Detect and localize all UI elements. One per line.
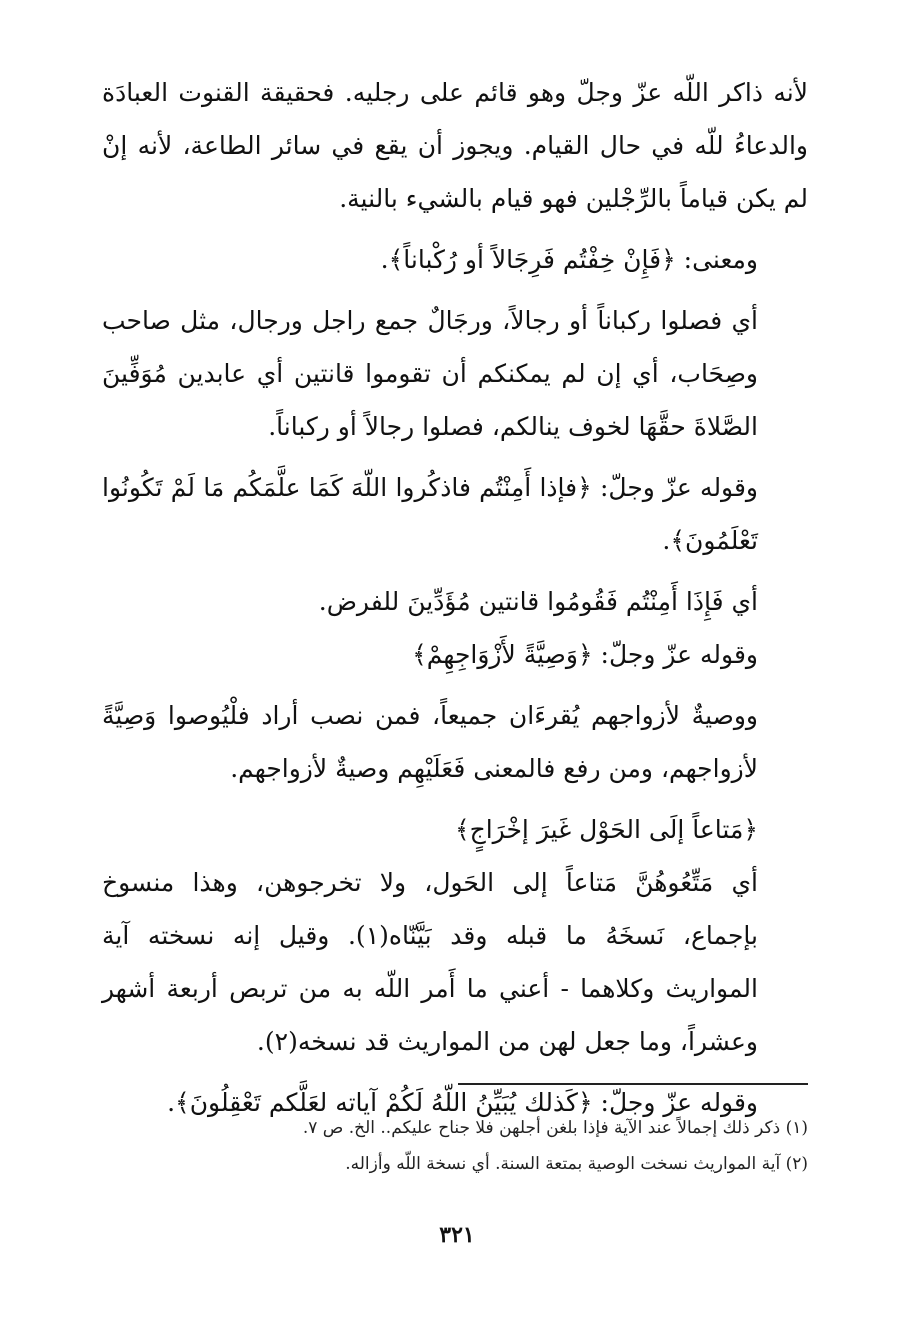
paragraph-7: ووصيةٌ لأزواجهم يُقرءَان جميعاً، فمن نصب أراد فلْيُوصوا وَصِيَّةً لأزواجهم، ومن رفع فالمعنى فَعَلَيْهِم وصيةٌ لأزواجهم. [102, 701, 758, 783]
main-text [102, 66, 808, 1129]
paragraph-6: وقوله عزّ وجلّ: ﴿وَصِيَّةً لأَزْوَاجِهِمْ﴾ [412, 640, 758, 669]
footnotes [102, 1110, 808, 1182]
footnote-divider [458, 1083, 808, 1085]
paragraph-4: وقوله عزّ وجلّ: ﴿فإذا أَمِنْتُم فاذكُروا اللّهَ كَمَا علَّمَكُم مَا لَمْ تَكُونُوا تَعْلَمُونَ﴾. [102, 473, 758, 555]
paragraph-9: أي مَتِّعُوهُنَّ مَتاعاً إلى الحَول، ولا تخرجوهن، وهذا منسوخ بإجماع، نَسخَهُ ما قبله وقد بَيَّنّاه(١). وقيل إنه نسخته آية المواريث وكلاهما - أعني ما أَمر اللّه به من تربص أربعة أشهر وعشراً، وما جعل لهن من المواريث قد نسخه(٢). [102, 868, 759, 1056]
footnote-1: (١) ذكر ذلك إجمالاً عند الآية فإذا بلغن أجلهن فلا جناح عليكم.. الخ. ص ٧. [302, 1118, 808, 1138]
paragraph-2: ومعنى: ﴿فَإِنْ خِفْتُم فَرِجَالاً أو رُكْباناً﴾. [380, 245, 758, 274]
paragraph-10: وقوله عزّ وجلّ: ﴿كَذلك يُبَيِّنُ اللّهُ لَكُمْ آياته لعَلَّكم تَعْقِلُونَ﴾. [167, 1088, 758, 1117]
paragraph-8: ﴿مَتاعاً إلَى الحَوْل غَيرَ إخْرَاجٍ﴾ [454, 815, 758, 844]
page-number: ٣٢١ [439, 1222, 475, 1248]
paragraph-1: لأنه ذاكر اللّه عزّ وجلّ وهو قائم على رجليه. فحقيقة القنوت العبادَة والدعاءُ للّه في حال القيام. ويجوز أن يقع في سائر الطاعة، لأنه إنْ لم يكن قياماً بالرِّجْلين فهو قيام بالشيء بالنية. [102, 78, 808, 213]
footnote-2: (٢) آية المواريث نسخت الوصية بمتعة السنة. أي نسخة اللّه وأزاله. [345, 1154, 808, 1174]
paragraph-5: أي فَإِذَا أَمِنْتُم فَقُومُوا قانتين مُؤَدِّينَ للفرض. [318, 587, 758, 616]
paragraph-3: أي فصلوا ركباناً أو رجالاً، ورجَالٌ جمع راجل ورجال، مثل صاحب وصِحَاب، أي إن لم يمكنكم أن تقوموا قانتين أي عابدين مُوَفِّينَ الصَّلاةَ حقَّهَا لخوف ينالكم، فصلوا رجالاً أو ركباناً. [102, 306, 758, 441]
